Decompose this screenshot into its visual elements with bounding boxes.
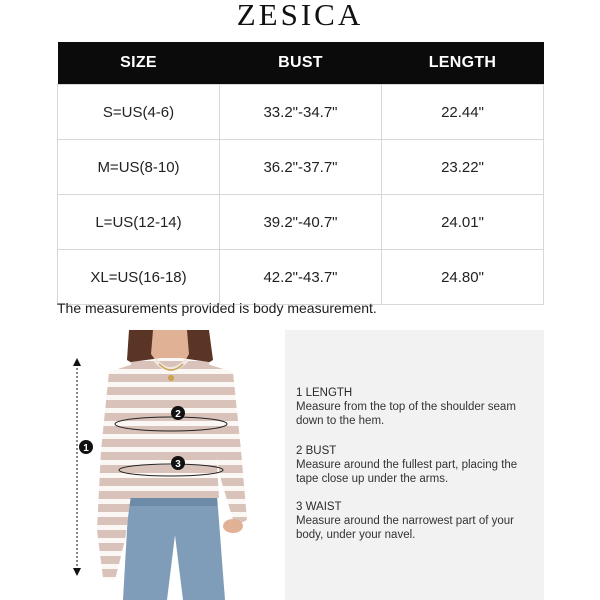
bust-cell: 36.2"-37.7" xyxy=(220,140,382,195)
jeans-shape xyxy=(123,495,225,600)
size-cell: M=US(8-10) xyxy=(58,140,220,195)
step-length xyxy=(296,386,536,428)
step-bust-desc: Measure around the fullest part, placing the tape close up under the arms. xyxy=(296,459,518,485)
bust-cell: 39.2"-40.7" xyxy=(220,195,382,250)
step-bust xyxy=(296,444,536,486)
step-bust-title: 2 BUST xyxy=(296,445,337,457)
bust-cell: 42.2"-43.7" xyxy=(220,250,382,305)
column-header-length: LENGTH xyxy=(382,42,544,85)
size-cell: XL=US(16-18) xyxy=(58,250,220,305)
table-row xyxy=(58,85,544,140)
pendant-shape xyxy=(168,375,174,381)
step-waist-desc: Measure around the narrowest part of your body, under your navel. xyxy=(296,515,514,541)
arrow-up-icon xyxy=(73,358,81,366)
marker-2-label: 2 xyxy=(175,409,181,420)
step-length-desc: Measure from the top of the shoulder seam down to the hem. xyxy=(296,401,516,427)
column-header-bust: BUST xyxy=(220,42,382,85)
length-cell: 22.44" xyxy=(382,85,544,140)
arrow-down-icon xyxy=(73,568,81,576)
length-cell: 24.01" xyxy=(382,195,544,250)
column-header-size: SIZE xyxy=(58,42,220,85)
model-illustration xyxy=(57,330,275,600)
measurement-note: The measurements provided is body measurement. xyxy=(57,300,377,316)
bust-cell: 33.2"-34.7" xyxy=(220,85,382,140)
size-cell: S=US(4-6) xyxy=(58,85,220,140)
step-waist-title: 3 WAIST xyxy=(296,501,342,513)
length-cell: 24.80" xyxy=(382,250,544,305)
table-header-row xyxy=(58,42,544,85)
size-chart-table xyxy=(57,42,544,305)
table-row xyxy=(58,140,544,195)
step-length-title: 1 LENGTH xyxy=(296,387,353,399)
hand-shape xyxy=(223,519,243,533)
brand-logo: ZESICA xyxy=(236,0,364,32)
model-svg xyxy=(57,330,275,600)
step-waist xyxy=(296,500,536,542)
length-cell: 23.22" xyxy=(382,140,544,195)
measurement-instructions-panel xyxy=(285,330,544,600)
table-row xyxy=(58,250,544,305)
size-cell: L=US(12-14) xyxy=(58,195,220,250)
marker-3-label: 3 xyxy=(175,459,181,470)
marker-1-label: 1 xyxy=(83,443,89,454)
table-row xyxy=(58,195,544,250)
